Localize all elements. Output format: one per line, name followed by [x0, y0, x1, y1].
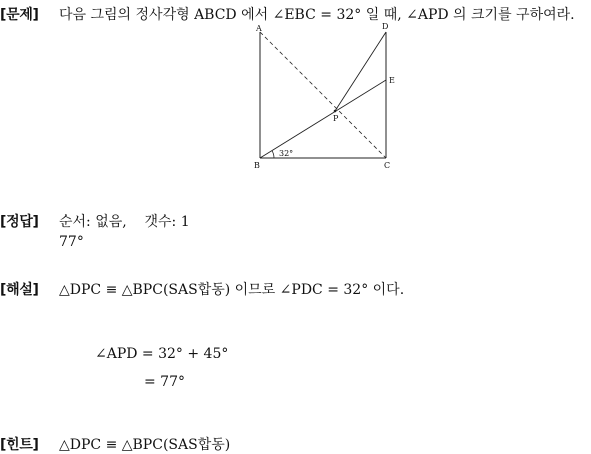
diagonal-ac	[260, 32, 386, 158]
answer-meta: 순서: 없음, 갯수: 1	[59, 214, 190, 230]
angle-label: 32°	[279, 149, 294, 158]
label-p: P	[333, 114, 339, 123]
point-p	[334, 110, 337, 113]
segment-be	[260, 80, 386, 158]
explanation-text: △DPC ≡ △BPC(SAS합동) 이므로 ∠PDC = 32° 이다.	[59, 282, 405, 298]
square-diagram	[240, 18, 410, 178]
hint-text: △DPC ≡ △BPC(SAS합동)	[59, 437, 231, 453]
explanation-eq1: ∠APD = 32° + 45°	[95, 346, 229, 362]
label-a: A	[256, 24, 262, 33]
hint-label: [힌트]	[0, 437, 39, 453]
explanation-label: [해설]	[0, 282, 39, 298]
angle-arc	[272, 151, 274, 158]
answer-label: [정답]	[0, 214, 39, 230]
problem-text: 다음 그림의 정사각형 ABCD 에서 ∠EBC = 32° 일 때, ∠APD 의 크기를 구하여라.	[59, 7, 575, 23]
segment-pd	[335, 32, 386, 111]
explanation-eq2: = 77°	[144, 374, 185, 390]
label-e: E	[389, 76, 395, 85]
label-d: D	[382, 22, 389, 31]
problem-label: [문제]	[0, 7, 39, 23]
square-figure	[240, 18, 410, 178]
answer-value: 77°	[59, 234, 84, 250]
label-b: B	[254, 161, 260, 170]
label-c: C	[384, 161, 391, 170]
